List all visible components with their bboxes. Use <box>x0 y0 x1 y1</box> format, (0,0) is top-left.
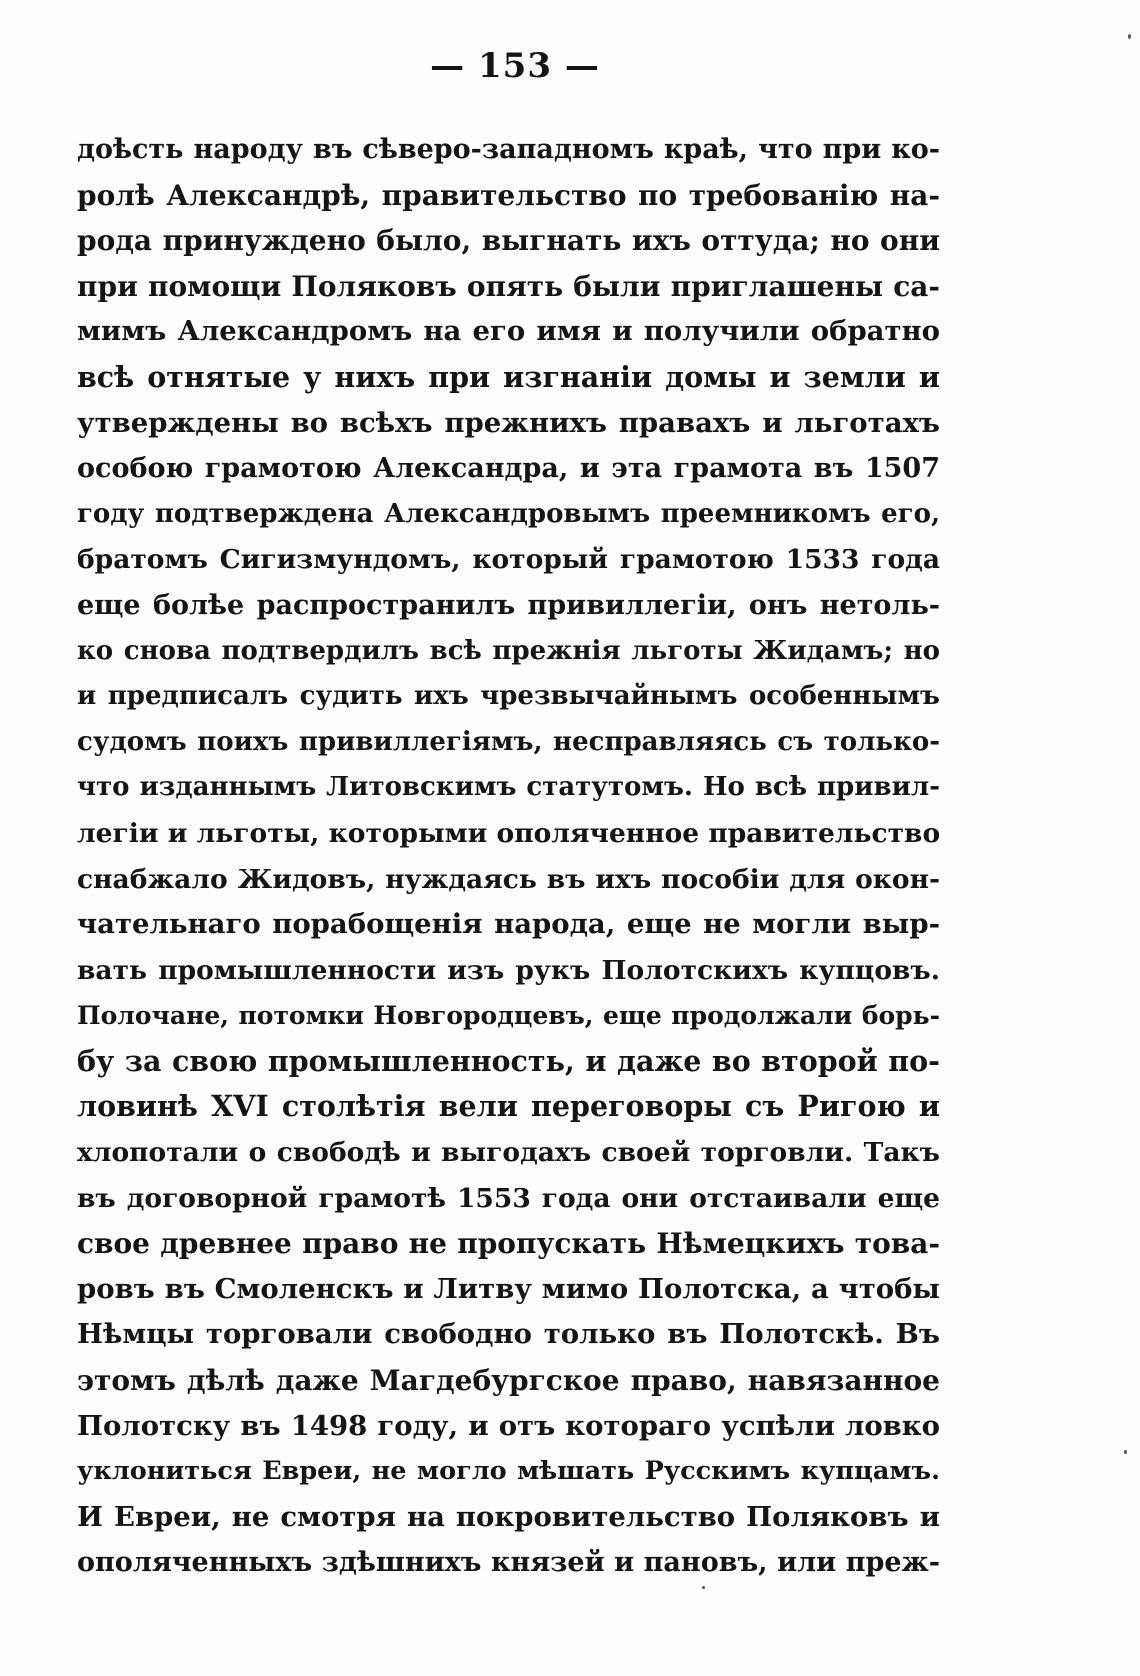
text-line: Нѣмцы торговали свободно только въ Полотскѣ. Въ <box>77 1318 940 1351</box>
text-line: чательнаго порабощенія народа, еще не могли выр- <box>77 908 940 941</box>
text-line: свое древнее право не пропускать Нѣмецкихъ това- <box>77 1227 940 1261</box>
text-line: ровъ въ Смоленскъ и Литву мимо Полотска, а чтобы <box>77 1272 940 1305</box>
scan-speck <box>1124 1450 1127 1454</box>
text-line: всѣ отнятые у нихъ при изгнаніи домы и земли и <box>77 359 940 394</box>
text-line: снабжало Жидовъ, нуждаясь въ ихъ пособіи для окон- <box>77 863 940 895</box>
text-line: ко снова подтвердилъ всѣ прежнія льготы Жидамъ; но <box>77 635 940 666</box>
text-line: что изданнымъ Литовскимъ статутомъ. Но всѣ привил- <box>77 772 940 803</box>
text-line: уклониться Евреи, не могло мѣшать Русскимъ купцамъ. <box>77 1456 940 1487</box>
text-line: году подтверждена Александровымъ преемникомъ его, <box>77 498 940 529</box>
text-line: утверждены во всѣхъ прежнихъ правахъ и льготахъ <box>77 406 940 439</box>
text-line: хлопотали о свободѣ и выгодахъ своей торговли. Такъ <box>77 1137 940 1169</box>
text-line: Полочане, потомки Новгородцевъ, еще продолжали борь- <box>77 1001 940 1031</box>
text-line: и предписалъ судить ихъ чрезвычайнымъ особеннымъ <box>77 681 940 712</box>
text-line: еще болѣе распространилъ привиллегіи, онъ нетоль- <box>77 589 940 621</box>
text-line: рода принуждено было, выгнать ихъ оттуда; но они <box>77 224 940 258</box>
text-line: въ договорной грамотѣ 1553 года они отстаивали еще <box>77 1182 940 1214</box>
text-line: бу за свою промышленность, и даже во второй по- <box>77 1043 940 1078</box>
text-line: ролѣ Александрѣ, правительство по требованію на- <box>77 178 940 212</box>
text-line: при помощи Поляковъ опять были приглашены са- <box>77 269 940 303</box>
text-line: судомъ поихъ привиллегіямъ, несправляясь съ только- <box>77 726 940 757</box>
scan-speck <box>1128 34 1131 39</box>
text-line: вать промышленности изъ рукъ Полотскихъ купцовъ. <box>77 954 940 986</box>
text-line: ополяченныхъ здѣшнихъ князей и пановъ, или преж- <box>77 1547 940 1579</box>
text-line: легіи и льготы, которыми ополяченное правительство <box>77 817 940 849</box>
text-line: особою грамотою Александра, и эта грамота въ 1507 <box>77 453 940 485</box>
body-text <box>77 127 940 1586</box>
text-line: этомъ дѣлѣ даже Магдебургское право, навязанное <box>77 1364 940 1398</box>
text-line: мимъ Александромъ на его имя и получили обратно <box>77 315 940 348</box>
scan-speck <box>702 1586 705 1589</box>
text-line: братомъ Сигизмундомъ, который грамотою 1533 года <box>77 544 940 576</box>
text-line: доѣсть народу въ сѣверо-западномъ краѣ, что при ко- <box>77 134 940 165</box>
page-number: — 153 — <box>430 46 600 86</box>
text-line: И Евреи, не смотря на покровительство Поляковъ и <box>77 1500 940 1533</box>
text-line: Полотску въ 1498 году, и отъ котораго успѣли ловко <box>77 1409 940 1442</box>
text-line: ловинѣ XVI столѣтія вели переговоры съ Ригою и <box>77 1089 940 1124</box>
